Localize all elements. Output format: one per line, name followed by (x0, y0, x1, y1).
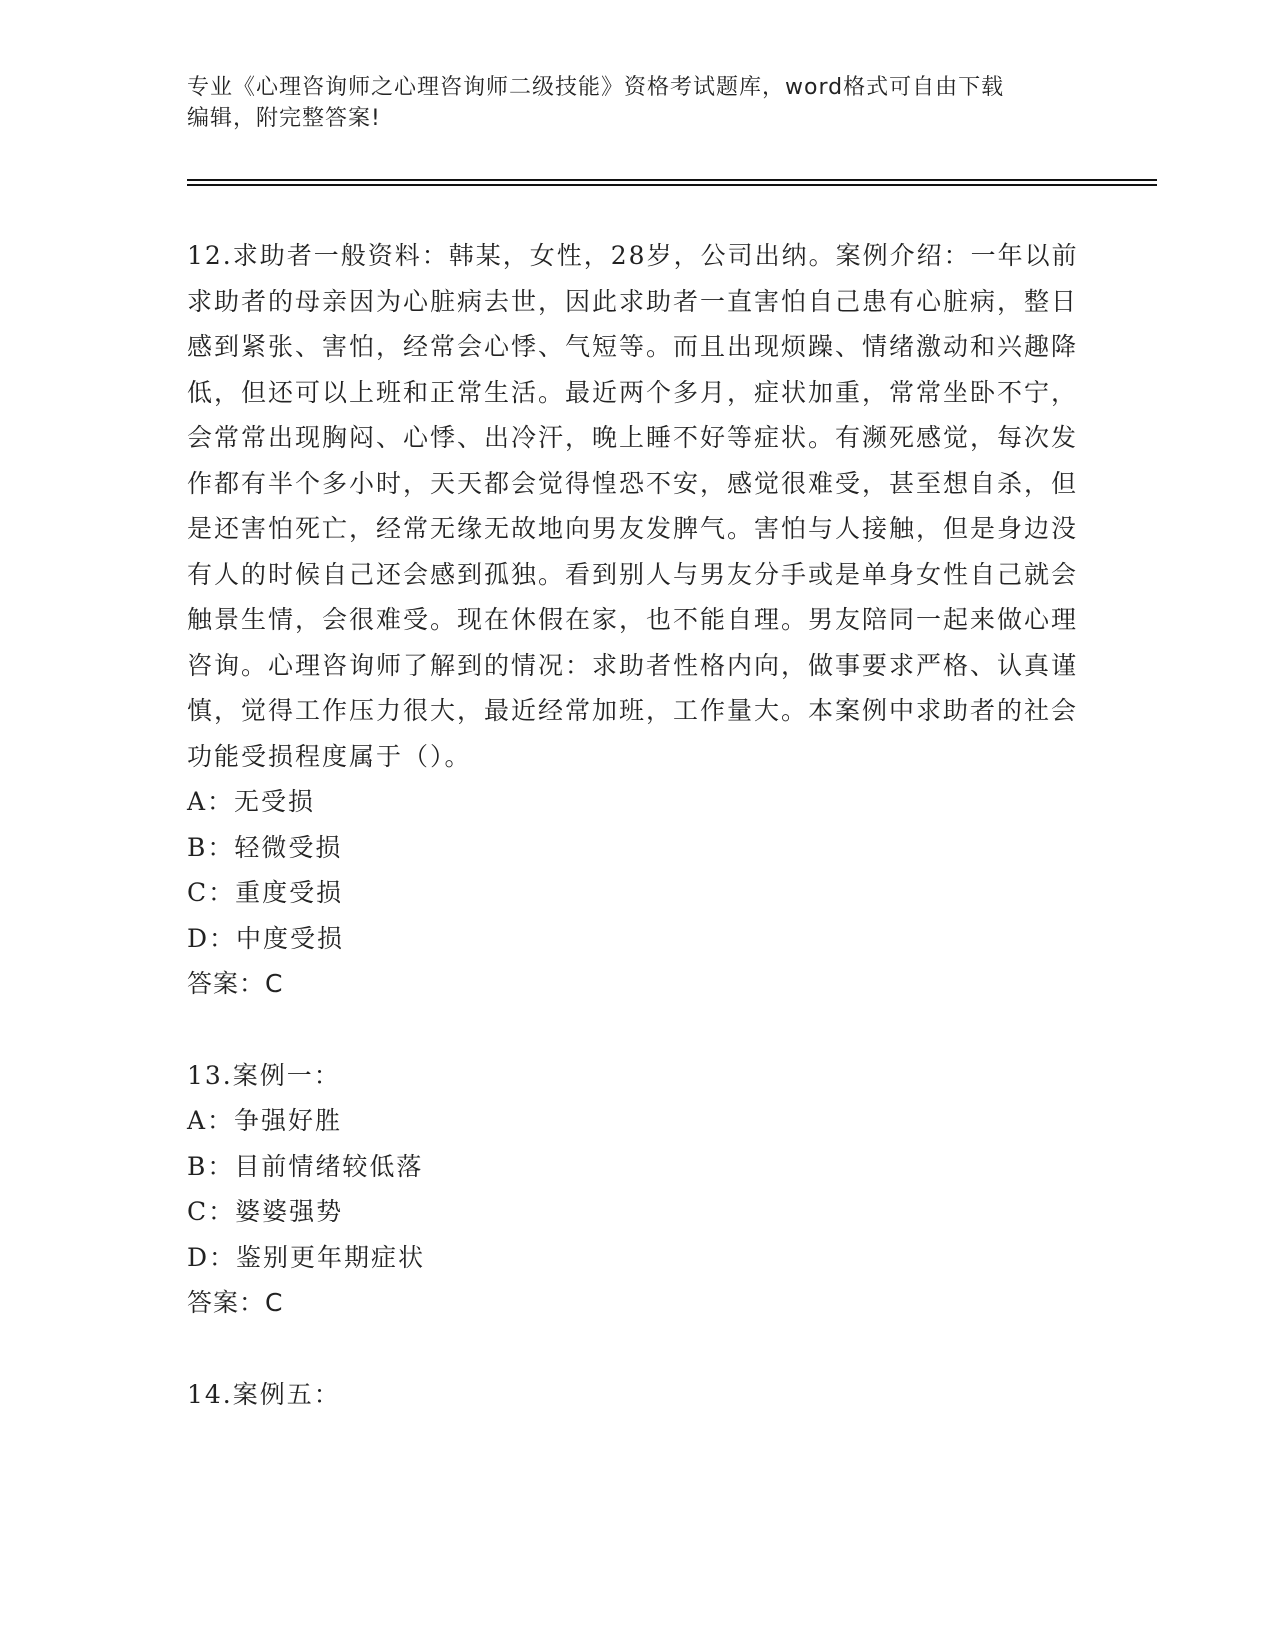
question-12 (187, 233, 1087, 1007)
option-b: B：轻微受损 (187, 832, 343, 862)
option-c: C：婆婆强势 (187, 1197, 344, 1226)
option-d: D：鉴别更年期症状 (187, 1242, 426, 1272)
question-stem: 13.案例一： (187, 1060, 341, 1090)
document-header (187, 72, 1087, 134)
option-b: B：目前情绪较低落 (187, 1151, 424, 1181)
option-c: C：重度受损 (187, 878, 344, 907)
question-14 (187, 1372, 1087, 1418)
header-line-2: 编辑，附完整答案! (187, 106, 381, 131)
question-13 (187, 1053, 1087, 1326)
option-d: D：中度受损 (187, 923, 345, 953)
option-a: A：争强好胜 (187, 1106, 343, 1135)
question-list (187, 233, 1087, 1417)
answer-label: 答案：C (187, 1288, 284, 1317)
header-divider-bottom (187, 184, 1157, 186)
answer-label: 答案：C (187, 969, 284, 998)
header-line-1: 专业《心理咨询师之心理咨询师二级技能》资格考试题库，word格式可自由下载 (187, 75, 1005, 100)
question-stem: 14.案例五： (187, 1379, 341, 1409)
header-divider-top (187, 179, 1157, 181)
option-a: A：无受损 (187, 787, 316, 816)
question-stem: 12.求助者一般资料：韩某，女性，28岁，公司出纳。案例介绍：一年以前求助者的母亲因为心脏病去世，因此求助者一直害怕自己患有心脏病，整日感到紧张、害怕，经常会心悸、气短等。而且出现烦躁、情绪激动和兴趣降低，但还可以上班和正常生活。最近两个多月，症状加重，常常坐卧不宁，会常常出现胸闷、心悸、出冷汗，晚上睡不好等症状。有濒死感觉，每次发作都有半个多小时，天天都会觉得惶恐不安，感觉很难受，甚至想自杀，但是还害怕死亡，经常无缘无故地向男友发脾气。害怕与人接触，但是身边没有人的时候自己还会感到孤独。看到别人与男友分手或是单身女性自己就会触景生情，会很难受。现在休假在家，也不能自理。男友陪同一起来做心理咨询。心理咨询师了解到的情况：求助者性格内向，做事要求严格、认真谨慎，觉得工作压力很大，最近经常加班，工作量大。本案例中求助者的社会功能受损程度属于（）。 (187, 241, 1079, 771)
spacer (187, 1326, 1087, 1372)
spacer (187, 1007, 1087, 1053)
